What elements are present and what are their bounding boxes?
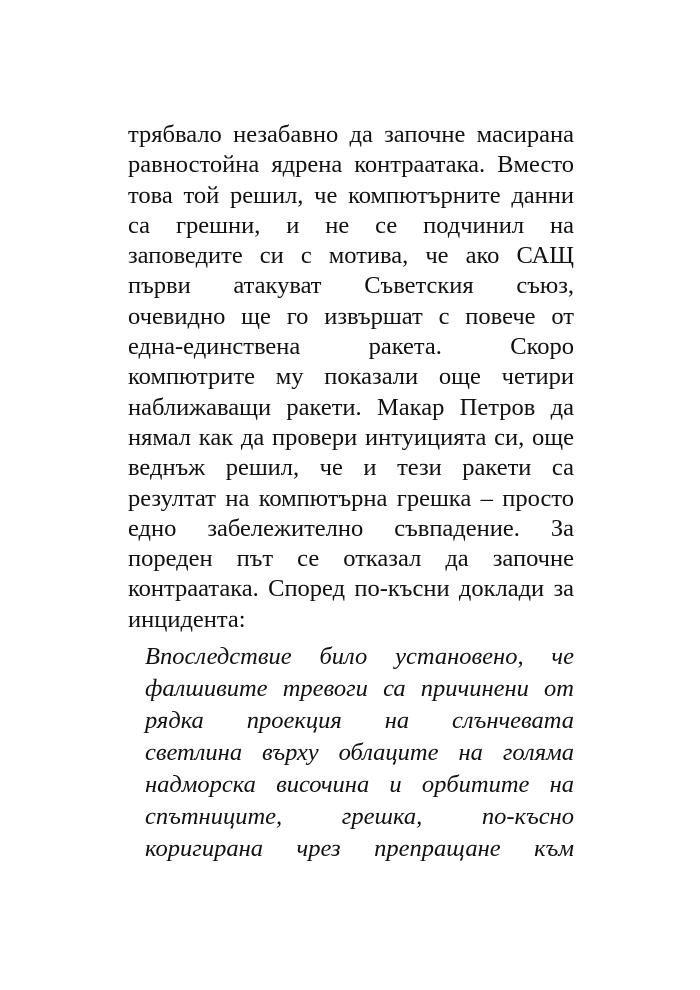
text-line: очевидно ще го извършат с повече от <box>128 302 574 330</box>
quote-line: надморска височина и орбитите на <box>145 771 574 798</box>
text-line: равностойна ядрена контраатака. Вместо <box>128 151 574 179</box>
text-line: това той решил, че компютърните данни <box>128 181 574 209</box>
body-paragraph <box>128 120 574 635</box>
text-line: компютрите му показали още четири <box>128 363 574 391</box>
block-quote <box>145 641 574 865</box>
quote-line: фалшивите тревоги са причинени от <box>145 675 574 702</box>
text-line: са грешни, и не се подчинил на <box>128 211 574 239</box>
text-line: една-единствена ракета. Скоро <box>128 333 574 361</box>
text-line: едно забележително съвпадение. За <box>128 514 574 542</box>
quote-line: Впоследствие било установено, че <box>145 643 574 670</box>
text-line: резултат на компютърна грешка – просто <box>128 484 574 512</box>
text-line: веднъж решил, че и тези ракети са <box>128 454 574 482</box>
quote-line: спътниците, грешка, по-късно <box>145 803 574 830</box>
text-line: наближаващи ракети. Макар Петров да <box>128 393 574 421</box>
quote-line: рядка проекция на слънчевата <box>145 707 574 734</box>
text-line: инцидента: <box>128 605 246 633</box>
text-line: нямал как да провери интуицията си, още <box>128 423 574 451</box>
text-line: първи атакуват Съветския съюз, <box>128 272 574 300</box>
text-line: контраатака. Според по-късни доклади за <box>128 575 574 603</box>
text-line: трябвало незабавно да започне масирана <box>128 121 574 148</box>
quote-line: коригирана чрез препращане към <box>145 835 574 862</box>
quote-line: светлина върху облаците на голяма <box>145 739 574 766</box>
text-line: заповедите си с мотива, че ако САЩ <box>128 242 574 270</box>
text-line: пореден път се отказал да започне <box>128 545 574 573</box>
